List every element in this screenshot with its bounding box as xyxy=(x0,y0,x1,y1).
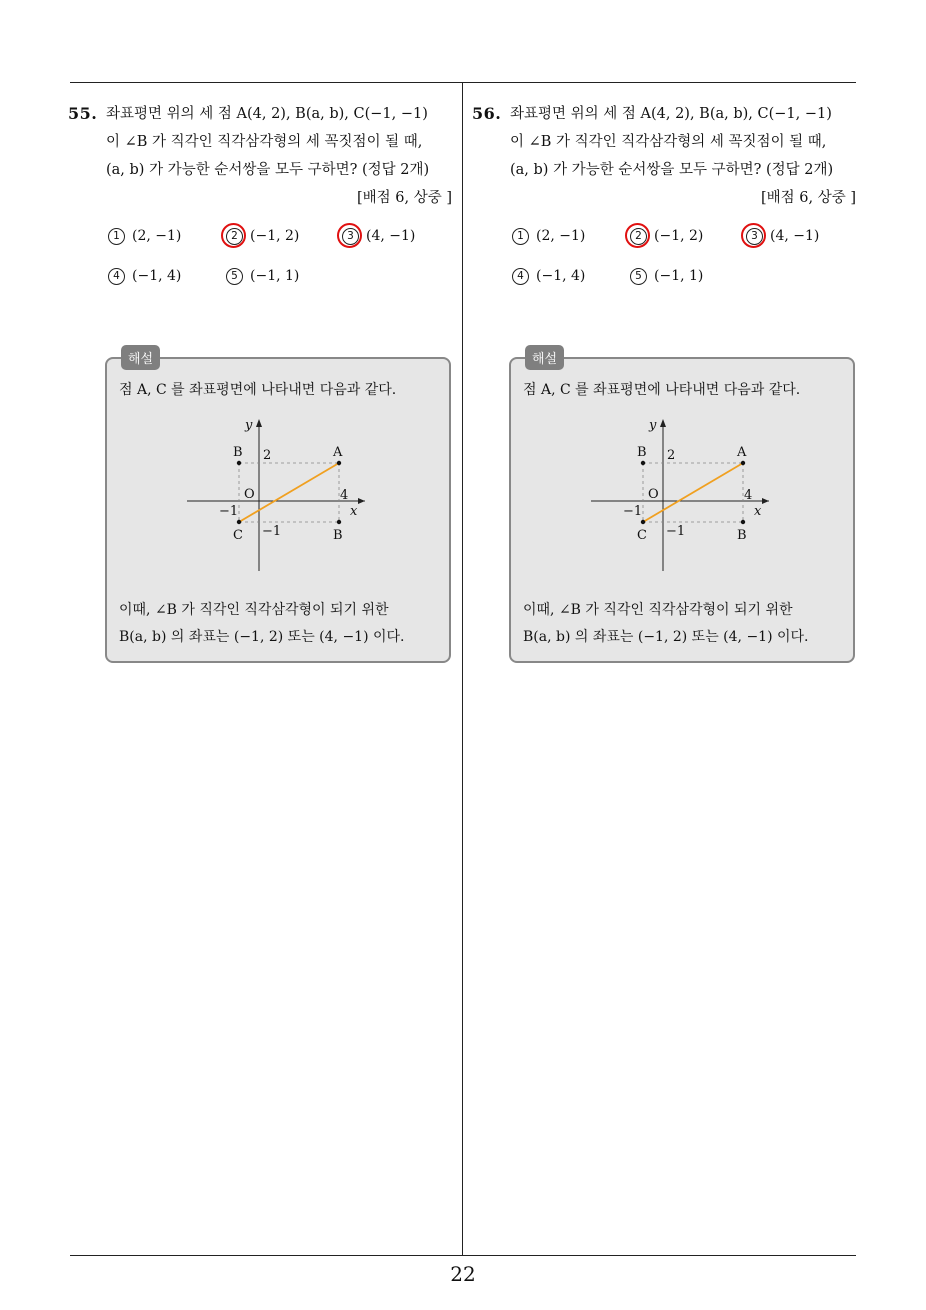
choice-num-label: 2 xyxy=(635,230,642,242)
answer-mark-circle xyxy=(337,223,362,248)
choice-4[interactable] xyxy=(512,268,585,285)
tick-2-label: 2 xyxy=(263,448,272,463)
choice-number xyxy=(630,268,647,285)
point-B-top-dot xyxy=(641,461,645,465)
y-axis-arrow xyxy=(256,419,262,427)
choice-5[interactable] xyxy=(630,268,703,285)
point-B-bottom-dot xyxy=(741,520,745,524)
solution-tag: 해설 xyxy=(121,345,160,370)
x-axis-arrow xyxy=(358,498,365,504)
point-B-top-label: B xyxy=(233,445,243,460)
solution-intro: 점 A, C 를 좌표평면에 나타내면 다음과 같다. xyxy=(523,382,801,398)
tick-neg1-y-label: −1 xyxy=(666,524,686,539)
answer-mark-circle xyxy=(741,223,766,248)
coordinate-graph xyxy=(167,409,397,579)
choices xyxy=(472,228,862,308)
solution-outro-2: B(a, b) 의 좌표는 (−1, 2) 또는 (4, −1) 이다. xyxy=(119,629,405,645)
tick-2-label: 2 xyxy=(667,448,676,463)
point-C-label: C xyxy=(637,528,647,543)
tick-4-label: 4 xyxy=(340,488,349,503)
solution-box xyxy=(105,352,451,663)
question-55 xyxy=(68,100,458,645)
choice-num-label: 4 xyxy=(517,270,524,282)
choice-number xyxy=(108,228,125,245)
choice-2[interactable] xyxy=(226,228,299,245)
tick-neg1-x-label: −1 xyxy=(219,504,239,519)
choice-4[interactable] xyxy=(108,268,181,285)
x-axis-label: x xyxy=(350,504,358,519)
choice-text: (2, −1) xyxy=(536,228,586,244)
question-number: 56. xyxy=(472,104,502,123)
origin-label: O xyxy=(648,487,659,502)
choice-number xyxy=(512,228,529,245)
answer-mark-circle xyxy=(221,223,246,248)
point-A-dot xyxy=(337,461,341,465)
tick-neg1-y-label: −1 xyxy=(262,524,282,539)
column-divider xyxy=(462,82,463,1256)
choice-text: (−1, 2) xyxy=(250,228,300,244)
choice-text: (−1, 4) xyxy=(132,268,182,284)
question-line: 이 ∠B 가 직각인 직각삼각형의 세 꼭짓점이 될 때, xyxy=(510,134,827,150)
choice-text: (−1, 2) xyxy=(654,228,704,244)
choice-num-label: 3 xyxy=(347,230,354,242)
choice-num-label: 5 xyxy=(231,270,238,282)
choice-number xyxy=(630,228,647,245)
question-text xyxy=(472,100,862,212)
point-B-bottom-label: B xyxy=(737,528,747,543)
question-line: (a, b) 가 가능한 순서쌍을 모두 구하면? (정답 2개) xyxy=(106,162,430,178)
score-info: [배점 6, 상중 ] xyxy=(356,190,452,206)
point-A-label: A xyxy=(737,445,747,460)
choice-3[interactable] xyxy=(746,228,819,245)
point-C-label: C xyxy=(233,528,243,543)
choice-number xyxy=(746,228,763,245)
choice-num-label: 3 xyxy=(751,230,758,242)
choice-number xyxy=(512,268,529,285)
point-B-bottom-label: B xyxy=(333,528,343,543)
question-number: 55. xyxy=(68,104,98,123)
score-info: [배점 6, 상중 ] xyxy=(760,190,856,206)
point-A-dot xyxy=(741,461,745,465)
choice-1[interactable] xyxy=(108,228,181,245)
point-B-bottom-dot xyxy=(337,520,341,524)
top-rule xyxy=(70,82,856,83)
question-line: 이 ∠B 가 직각인 직각삼각형의 세 꼭짓점이 될 때, xyxy=(106,134,423,150)
page-number: 22 xyxy=(450,1262,476,1286)
point-C-dot xyxy=(237,520,241,524)
solution-tag: 해설 xyxy=(525,345,564,370)
bottom-rule xyxy=(70,1255,856,1256)
choice-5[interactable] xyxy=(226,268,299,285)
solution-outro-2: B(a, b) 의 좌표는 (−1, 2) 또는 (4, −1) 이다. xyxy=(523,629,809,645)
tick-4-label: 4 xyxy=(744,488,753,503)
y-axis-label: y xyxy=(649,418,657,433)
choice-number xyxy=(342,228,359,245)
choice-text: (4, −1) xyxy=(366,228,416,244)
choice-text: (−1, 4) xyxy=(536,268,586,284)
tick-neg1-x-label: −1 xyxy=(623,504,643,519)
answer-mark-circle xyxy=(625,223,650,248)
question-56 xyxy=(472,100,862,645)
y-axis-label: y xyxy=(245,418,253,433)
choice-num-label: 1 xyxy=(517,230,524,242)
solution-intro: 점 A, C 를 좌표평면에 나타내면 다음과 같다. xyxy=(119,382,397,398)
choice-2[interactable] xyxy=(630,228,703,245)
choice-num-label: 5 xyxy=(635,270,642,282)
choice-number xyxy=(226,268,243,285)
choice-text: (−1, 1) xyxy=(654,268,704,284)
choice-num-label: 4 xyxy=(113,270,120,282)
choices xyxy=(68,228,458,308)
point-A-label: A xyxy=(333,445,343,460)
x-axis-arrow xyxy=(762,498,769,504)
choice-3[interactable] xyxy=(342,228,415,245)
choice-text: (4, −1) xyxy=(770,228,820,244)
choice-num-label: 2 xyxy=(231,230,238,242)
question-line: (a, b) 가 가능한 순서쌍을 모두 구하면? (정답 2개) xyxy=(510,162,834,178)
choice-number xyxy=(108,268,125,285)
choice-number xyxy=(226,228,243,245)
question-line: 좌표평면 위의 세 점 A(4, 2), B(a, b), C(−1, −1) xyxy=(106,106,428,122)
solution-box xyxy=(509,352,855,663)
question-text xyxy=(68,100,458,212)
question-line: 좌표평면 위의 세 점 A(4, 2), B(a, b), C(−1, −1) xyxy=(510,106,832,122)
origin-label: O xyxy=(244,487,255,502)
choice-text: (−1, 1) xyxy=(250,268,300,284)
point-B-top-label: B xyxy=(637,445,647,460)
coordinate-graph xyxy=(571,409,801,579)
choice-1[interactable] xyxy=(512,228,585,245)
point-B-top-dot xyxy=(237,461,241,465)
point-C-dot xyxy=(641,520,645,524)
y-axis-arrow xyxy=(660,419,666,427)
choice-text: (2, −1) xyxy=(132,228,182,244)
x-axis-label: x xyxy=(754,504,762,519)
solution-outro-1: 이때, ∠B 가 직각인 직각삼각형이 되기 위한 xyxy=(119,602,389,618)
solution-outro-1: 이때, ∠B 가 직각인 직각삼각형이 되기 위한 xyxy=(523,602,793,618)
choice-num-label: 1 xyxy=(113,230,120,242)
